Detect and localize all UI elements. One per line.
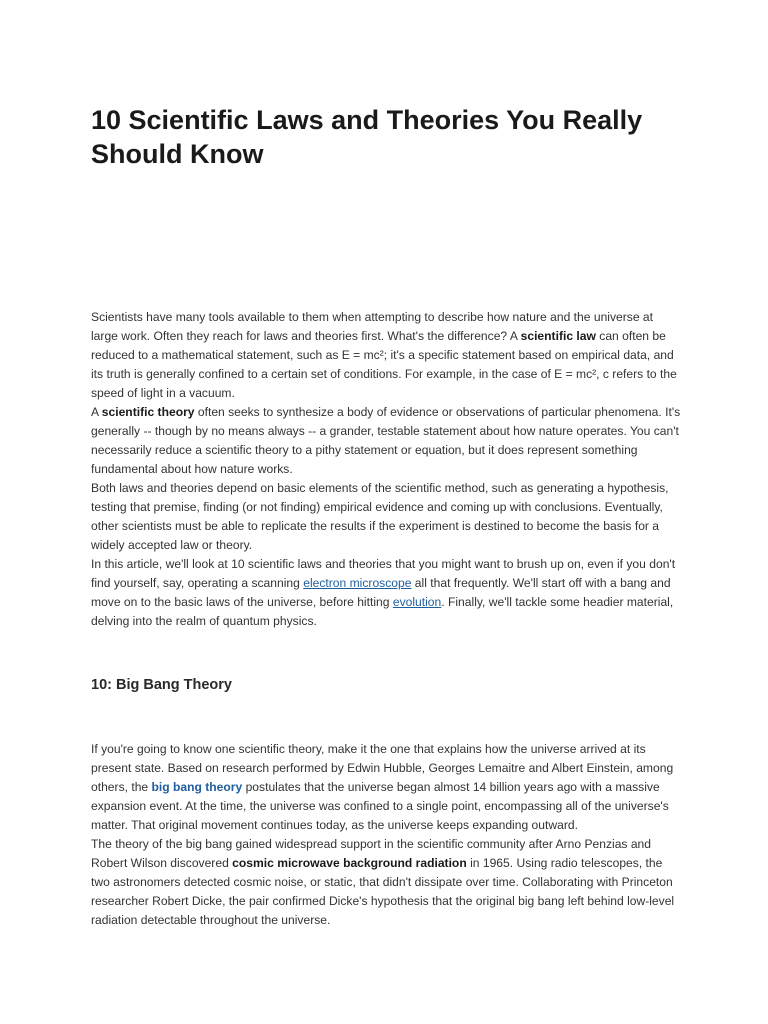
paragraph-text: often seeks to synthesize a body of evidence or observations of particular phenomena. It's generally -- though by no means always -- a grander, testable statement about how nature operates. You can't necessarily reduce a scientific theory to a pithy statement or equation, but it does represent something fundamental about how nature works. xyxy=(91,405,681,476)
link-electron-microscope[interactable]: electron microscope xyxy=(303,576,412,590)
term-scientific-law: scientific law xyxy=(520,329,596,343)
section-paragraph-1 xyxy=(91,740,681,835)
link-evolution[interactable]: evolution xyxy=(392,595,442,609)
paragraph-text: In this article, we'll look at 10 scientific laws and theories that you might want to brush up on, even if you don't find yourself, say, operating a scanning xyxy=(91,557,676,590)
intro-paragraph-3 xyxy=(91,479,681,555)
intro-paragraph-1 xyxy=(91,308,681,403)
paragraph-text: . Finally, we'll tackle some headier material, delving into the realm of quantum physics. xyxy=(91,595,674,628)
section-heading-big-bang: 10: Big Bang Theory xyxy=(91,677,232,693)
paragraph-text: in 1965. Using radio telescopes, the two astronomers detected cosmic noise, or static, that didn't dissipate over time. Collaborating with Princeton researcher Robert Dicke, the pair confirmed Dicke's hypothesis that the original big bang left behind low-level radiation detectable throughout the universe. xyxy=(91,856,675,927)
section-body-big-bang xyxy=(91,740,681,930)
article-intro xyxy=(91,308,681,631)
paragraph-text: The theory of the big bang gained widespread support in the scientific community after Arno Penzias and Robert Wilson discovered xyxy=(91,837,652,870)
link-big-bang-theory[interactable]: big bang theory xyxy=(151,780,243,794)
paragraph-text: Both laws and theories depend on basic elements of the scientific method, such as generating a hypothesis, testing that premise, finding (or not finding) empirical evidence and coming up with conclusions. Eventually, other scientists must be able to replicate the results if the experiment is destined to become the basis for a widely accepted law or theory. xyxy=(91,481,669,552)
paragraph-text: all that frequently. We'll start off with a bang and move on to the basic laws of the universe, before hitting xyxy=(91,576,671,609)
intro-paragraph-2 xyxy=(91,403,681,479)
section-paragraph-2 xyxy=(91,835,681,930)
paragraph-text: If you're going to know one scientific theory, make it the one that explains how the universe arrived at its present state. Based on research performed by Edwin Hubble, Georges Lemaitre and Albert Einstein, among others, the xyxy=(91,742,674,794)
paragraph-text: postulates that the universe began almost 14 billion years ago with a massive expansion event. At the time, the universe was confined to a single point, encompassing all of the universe's matter. That original movement continues today, as the universe keeps expanding outward. xyxy=(91,780,669,832)
paragraph-text: can often be reduced to a mathematical statement, such as E = mc²; it's a specific statement based on empirical data, and its truth is generally confined to a certain set of conditions. For example, in the case of E = mc², c refers to the speed of light in a vacuum. xyxy=(91,329,677,400)
term-scientific-theory: scientific theory xyxy=(101,405,195,419)
article-title: 10 Scientific Laws and Theories You Really Should Know xyxy=(91,105,643,169)
term-cosmic-microwave-background: cosmic microwave background radiation xyxy=(232,856,467,870)
paragraph-text: Scientists have many tools available to them when attempting to describe how nature and the universe at large work. Often they reach for laws and theories first. What's the difference? A xyxy=(91,310,654,343)
paragraph-text: A xyxy=(91,405,102,419)
intro-paragraph-4 xyxy=(91,555,681,631)
